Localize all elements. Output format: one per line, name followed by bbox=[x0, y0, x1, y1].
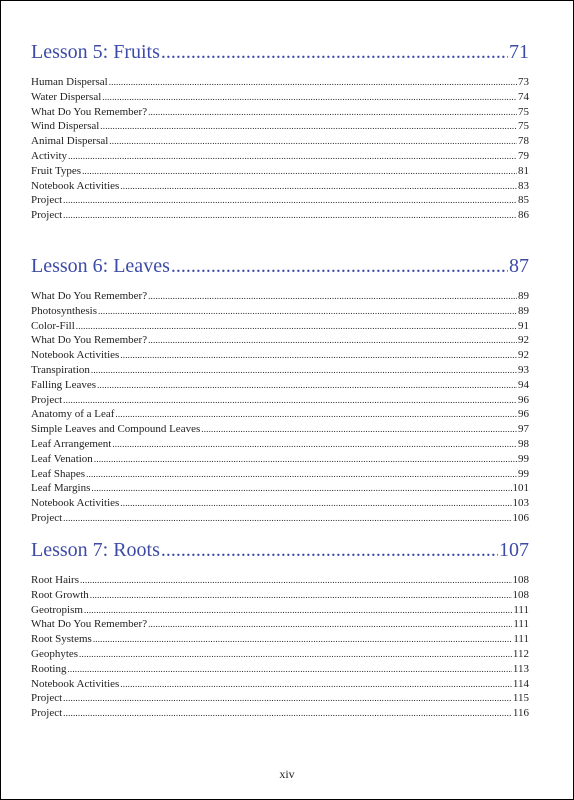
entry-list bbox=[31, 573, 529, 721]
dot-leader bbox=[63, 193, 517, 208]
entry-label: What Do You Remember? bbox=[31, 105, 148, 118]
toc-entry[interactable] bbox=[31, 134, 529, 149]
dot-leader bbox=[84, 603, 512, 618]
toc-entry[interactable] bbox=[31, 304, 529, 319]
toc-entry[interactable] bbox=[31, 452, 529, 467]
dot-leader bbox=[98, 304, 517, 319]
entry-label: What Do You Remember? bbox=[31, 334, 148, 347]
toc-entry[interactable] bbox=[31, 193, 529, 208]
entry-label: Rooting bbox=[31, 662, 67, 675]
entry-page-number: 89 bbox=[518, 290, 529, 302]
toc-entry[interactable] bbox=[31, 164, 529, 179]
entry-page-number: 91 bbox=[518, 319, 529, 332]
entry-page-number: 111 bbox=[513, 633, 529, 646]
entry-page-number: 108 bbox=[512, 588, 529, 601]
lesson-section-fruits bbox=[31, 41, 529, 223]
toc-entry[interactable] bbox=[31, 481, 529, 496]
toc-entry[interactable] bbox=[31, 588, 529, 603]
entry-page-number: 89 bbox=[518, 304, 529, 317]
entry-label: Geotropism bbox=[31, 603, 83, 616]
toc-entry[interactable] bbox=[31, 603, 529, 618]
entry-page-number: 99 bbox=[518, 467, 529, 480]
dot-leader bbox=[68, 149, 517, 164]
dot-leader bbox=[115, 407, 517, 422]
lesson-title: Lesson 7: Roots bbox=[31, 539, 160, 561]
entry-page-number: 85 bbox=[518, 194, 529, 207]
dot-leader bbox=[97, 378, 517, 393]
entry-label: Photosynthesis bbox=[31, 304, 98, 317]
entry-page-number: 83 bbox=[518, 179, 529, 192]
toc-entry[interactable] bbox=[31, 208, 529, 223]
entry-page-number: 92 bbox=[518, 334, 529, 347]
entry-label: Anatomy of a Leaf bbox=[31, 408, 115, 421]
dot-leader bbox=[93, 632, 512, 647]
toc-entry[interactable] bbox=[31, 677, 529, 692]
entry-label: Notebook Activities bbox=[31, 349, 120, 362]
dot-leader bbox=[67, 662, 511, 677]
lesson-heading[interactable] bbox=[31, 539, 529, 561]
entry-label: Project bbox=[31, 393, 63, 406]
toc-entry[interactable] bbox=[31, 511, 529, 526]
toc-entry[interactable] bbox=[31, 119, 529, 134]
dot-leader bbox=[120, 179, 517, 194]
toc-entry[interactable] bbox=[31, 105, 529, 120]
entry-label: Leaf Margins bbox=[31, 482, 91, 495]
lesson-page-number: 87 bbox=[509, 255, 529, 277]
entry-page-number: 97 bbox=[518, 423, 529, 436]
toc-entry[interactable] bbox=[31, 75, 529, 90]
entry-label: Animal Dispersal bbox=[31, 135, 109, 148]
entry-page-number: 96 bbox=[518, 393, 529, 406]
dot-leader bbox=[201, 422, 517, 437]
dot-leader bbox=[148, 333, 517, 348]
entry-label: Water Dispersal bbox=[31, 90, 102, 103]
dot-leader bbox=[90, 588, 512, 603]
dot-leader bbox=[76, 319, 517, 334]
lesson-page-number: 71 bbox=[509, 41, 529, 63]
entry-label: Root Systems bbox=[31, 633, 92, 646]
entry-label: Human Dispersal bbox=[31, 76, 108, 88]
lesson-heading[interactable] bbox=[31, 41, 529, 63]
dot-leader bbox=[86, 467, 517, 482]
dot-leader bbox=[120, 496, 511, 511]
entry-label: Transpiration bbox=[31, 363, 90, 376]
entry-label: Simple Leaves and Compound Leaves bbox=[31, 423, 201, 436]
entry-label: Notebook Activities bbox=[31, 497, 120, 510]
entry-page-number: 111 bbox=[513, 618, 529, 631]
dot-leader bbox=[91, 481, 511, 496]
dot-leader bbox=[91, 363, 517, 378]
entry-page-number: 112 bbox=[512, 647, 529, 660]
toc-entry[interactable] bbox=[31, 289, 529, 304]
dot-leader bbox=[148, 617, 512, 632]
toc-entry[interactable] bbox=[31, 573, 529, 588]
dot-leader bbox=[102, 90, 517, 105]
entry-label: Falling Leaves bbox=[31, 378, 97, 391]
toc-entry[interactable] bbox=[31, 393, 529, 408]
dot-leader bbox=[112, 437, 517, 452]
toc-entry[interactable] bbox=[31, 691, 529, 706]
toc-entry[interactable] bbox=[31, 363, 529, 378]
entry-page-number: 103 bbox=[512, 497, 529, 510]
entry-list bbox=[31, 289, 529, 526]
entry-page-number: 73 bbox=[518, 76, 529, 88]
dot-leader bbox=[171, 255, 508, 277]
toc-entry[interactable] bbox=[31, 333, 529, 348]
dot-leader bbox=[120, 677, 512, 692]
toc-entry[interactable] bbox=[31, 90, 529, 105]
toc-entry[interactable] bbox=[31, 662, 529, 677]
dot-leader bbox=[148, 105, 517, 120]
entry-page-number: 113 bbox=[512, 662, 529, 675]
entry-page-number: 93 bbox=[518, 363, 529, 376]
entry-label: Root Hairs bbox=[31, 574, 79, 586]
toc-entry[interactable] bbox=[31, 319, 529, 334]
dot-leader bbox=[109, 75, 517, 90]
entry-page-number: 115 bbox=[512, 692, 529, 705]
entry-list bbox=[31, 75, 529, 223]
entry-page-number: 75 bbox=[518, 105, 529, 118]
toc-entry[interactable] bbox=[31, 378, 529, 393]
entry-label: Notebook Activities bbox=[31, 179, 120, 192]
entry-page-number: 79 bbox=[518, 149, 529, 162]
entry-label: Notebook Activities bbox=[31, 677, 120, 690]
toc-entry[interactable] bbox=[31, 632, 529, 647]
page-number-footer: xiv bbox=[279, 767, 295, 781]
toc-entry[interactable] bbox=[31, 149, 529, 164]
entry-label: Fruit Types bbox=[31, 164, 82, 177]
entry-label: Project bbox=[31, 707, 63, 720]
dot-leader bbox=[63, 208, 517, 223]
entry-label: Project bbox=[31, 209, 63, 222]
toc-entry[interactable] bbox=[31, 437, 529, 452]
toc-entry[interactable] bbox=[31, 348, 529, 363]
toc-entry[interactable] bbox=[31, 617, 529, 632]
entry-page-number: 111 bbox=[513, 603, 529, 616]
entry-label: Root Growth bbox=[31, 588, 89, 601]
dot-leader bbox=[63, 393, 517, 408]
entry-label: Wind Dispersal bbox=[31, 120, 100, 133]
dot-leader bbox=[63, 511, 511, 526]
dot-leader bbox=[161, 41, 508, 63]
entry-page-number: 99 bbox=[518, 452, 529, 465]
entry-label: Activity bbox=[31, 149, 68, 162]
toc-entry[interactable] bbox=[31, 179, 529, 194]
dot-leader bbox=[80, 573, 512, 588]
entry-page-number: 96 bbox=[518, 408, 529, 421]
entry-label: Leaf Arrangement bbox=[31, 437, 112, 450]
dot-leader bbox=[161, 539, 498, 561]
entry-label: Geophytes bbox=[31, 647, 79, 660]
entry-page-number: 86 bbox=[518, 209, 529, 222]
lesson-section-leaves bbox=[31, 255, 529, 526]
entry-page-number: 98 bbox=[518, 437, 529, 450]
lesson-title: Lesson 5: Fruits bbox=[31, 41, 160, 63]
entry-label: Leaf Venation bbox=[31, 452, 93, 465]
entry-label: Color-Fill bbox=[31, 319, 75, 332]
toc-entry[interactable] bbox=[31, 496, 529, 511]
entry-page-number: 101 bbox=[512, 482, 529, 495]
entry-page-number: 116 bbox=[512, 707, 529, 720]
lesson-section-roots bbox=[31, 539, 529, 721]
dot-leader bbox=[82, 164, 517, 179]
entry-page-number: 114 bbox=[512, 677, 529, 690]
entry-label: Project bbox=[31, 511, 63, 524]
entry-label: What Do You Remember? bbox=[31, 290, 148, 302]
entry-page-number: 74 bbox=[518, 90, 529, 103]
toc-entry[interactable] bbox=[31, 467, 529, 482]
lesson-heading[interactable] bbox=[31, 255, 529, 277]
dot-leader bbox=[94, 452, 517, 467]
dot-leader bbox=[63, 706, 512, 721]
entry-label: Project bbox=[31, 194, 63, 207]
dot-leader bbox=[100, 119, 517, 134]
entry-page-number: 81 bbox=[518, 164, 529, 177]
toc-entry[interactable] bbox=[31, 407, 529, 422]
entry-page-number: 78 bbox=[518, 135, 529, 148]
entry-page-number: 92 bbox=[518, 349, 529, 362]
dot-leader bbox=[79, 647, 512, 662]
toc-entry[interactable] bbox=[31, 706, 529, 721]
lesson-title: Lesson 6: Leaves bbox=[31, 255, 170, 277]
entry-page-number: 106 bbox=[512, 511, 529, 524]
entry-page-number: 94 bbox=[518, 378, 529, 391]
lesson-page-number: 107 bbox=[499, 539, 529, 561]
entry-label: What Do You Remember? bbox=[31, 618, 148, 631]
dot-leader bbox=[120, 348, 517, 363]
dot-leader bbox=[63, 691, 512, 706]
entry-page-number: 75 bbox=[518, 120, 529, 133]
entry-label: Leaf Shapes bbox=[31, 467, 86, 480]
entry-label: Project bbox=[31, 692, 63, 705]
dot-leader bbox=[148, 289, 517, 304]
entry-page-number: 108 bbox=[512, 574, 529, 586]
toc-entry[interactable] bbox=[31, 647, 529, 662]
dot-leader bbox=[109, 134, 517, 149]
toc-entry[interactable] bbox=[31, 422, 529, 437]
